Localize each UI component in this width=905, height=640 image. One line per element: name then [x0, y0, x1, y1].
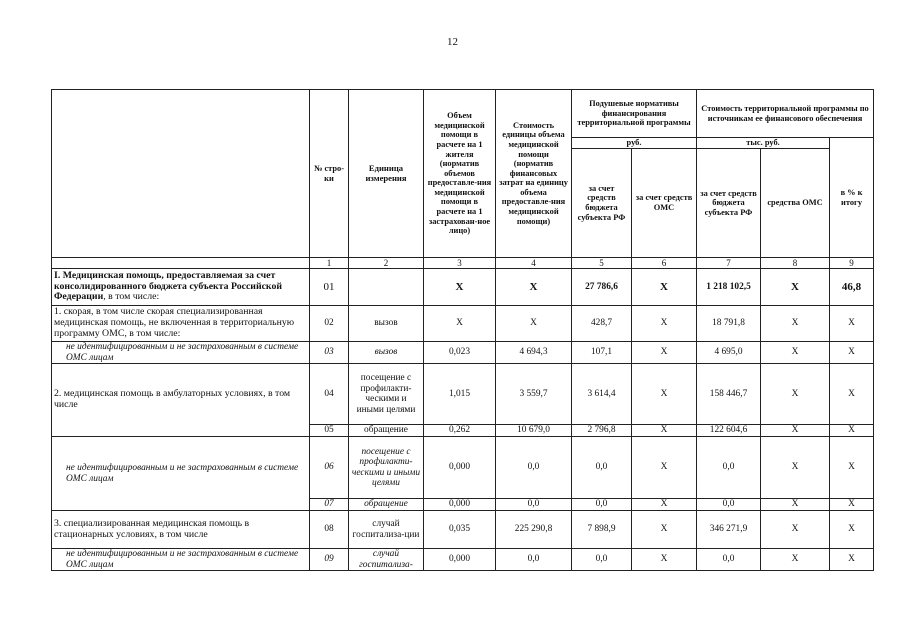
cell-cost-oms: X	[761, 437, 830, 499]
cell-per-capita-budget: 428,7	[572, 306, 632, 342]
cell-unit-cost: 225 290,8	[496, 511, 572, 549]
cell-unit-cost: 4 694,3	[496, 342, 572, 364]
row-title: 2. медицинская помощь в амбулаторных условиях, в том числе	[52, 364, 310, 437]
header-blank-cell	[52, 90, 310, 258]
cell-cost-oms: X	[761, 342, 830, 364]
cell-cost-budget: 4 695,0	[697, 342, 761, 364]
row-unit: случай госпитализа-ции	[349, 511, 424, 549]
cell-percent: X	[830, 549, 874, 571]
row-title: 3. специализированная медицинская помощь в стационарных условиях, в том числе	[52, 511, 310, 549]
cell-percent: 46,8	[830, 269, 874, 306]
cell-percent: X	[830, 364, 874, 425]
cell-unit-cost: 0,0	[496, 499, 572, 511]
cell-per-capita-budget: 107,1	[572, 342, 632, 364]
cell-per-capita-budget: 2 796,8	[572, 425, 632, 437]
row-number: 04	[310, 364, 349, 425]
row-number: 06	[310, 437, 349, 499]
column-number: 5	[572, 258, 632, 269]
row-title: не идентифицированным и не застрахованным в системе ОМС лицам	[52, 437, 310, 511]
cell-per-capita-oms: X	[632, 549, 697, 571]
row-unit: обращение	[349, 425, 424, 437]
cell-volume: 1,015	[424, 364, 496, 425]
row-title: 1. скорая, в том числе скорая специализированная медицинская помощь, не включенная в территориальную программу ОМС, в том числе:	[52, 306, 310, 342]
column-number: 3	[424, 258, 496, 269]
cell-cost-budget: 18 791,8	[697, 306, 761, 342]
cell-cost-oms: X	[761, 269, 830, 306]
header-unit-rub: руб.	[572, 138, 697, 149]
row-unit: посещение с профилакти-ческими и иными целями	[349, 437, 424, 499]
column-number: 9	[830, 258, 874, 269]
cell-per-capita-budget: 0,0	[572, 499, 632, 511]
cell-cost-budget: 346 271,9	[697, 511, 761, 549]
cell-cost-oms: X	[761, 549, 830, 571]
row-number: 02	[310, 306, 349, 342]
row-title-rest: , в том числе:	[103, 291, 160, 303]
cell-volume: 0,023	[424, 342, 496, 364]
column-number: 8	[761, 258, 830, 269]
row-unit: посещение с профилакти-ческими и иными целями	[349, 364, 424, 425]
row-unit	[349, 269, 424, 306]
header-per-capita-oms: за счет средств ОМС	[632, 149, 697, 258]
column-number: 6	[632, 258, 697, 269]
cell-percent: X	[830, 425, 874, 437]
cell-volume: 0,000	[424, 499, 496, 511]
cell-per-capita-budget: 3 614,4	[572, 364, 632, 425]
row-title	[52, 269, 310, 306]
cell-per-capita-oms: X	[632, 511, 697, 549]
cell-unit-cost: 0,0	[496, 437, 572, 499]
row-number: 08	[310, 511, 349, 549]
row-unit: вызов	[349, 342, 424, 364]
header-per-capita-budget: за счет средств бюджета субъекта РФ	[572, 149, 632, 258]
row-title: не идентифицированным и не застрахованным в системе ОМС лицам	[52, 549, 310, 571]
header-unit-thousand-rub: тыс. руб.	[697, 138, 830, 149]
table-row	[52, 364, 874, 425]
cell-cost-budget: 0,0	[697, 437, 761, 499]
cell-unit-cost: 10 679,0	[496, 425, 572, 437]
cell-volume: 0,262	[424, 425, 496, 437]
row-number: 09	[310, 549, 349, 571]
cell-per-capita-budget: 0,0	[572, 549, 632, 571]
cell-per-capita-budget: 0,0	[572, 437, 632, 499]
cell-per-capita-oms: X	[632, 364, 697, 425]
cell-per-capita-oms: X	[632, 437, 697, 499]
cell-unit-cost: X	[496, 306, 572, 342]
cell-unit-cost: 0,0	[496, 549, 572, 571]
cell-cost-budget: 0,0	[697, 499, 761, 511]
cell-per-capita-oms: X	[632, 306, 697, 342]
cell-volume: 0,000	[424, 437, 496, 499]
header-row-number: № стро-ки	[310, 90, 349, 258]
header-volume: Объем медицинской помощи в расчете на 1 жителя (норматив объемов предоставле-ния медицинской помощи в расчете на 1 застрахован-ное лицо)	[424, 90, 496, 258]
header-cost-group: Стоимость территориальной программы по источникам ее финансового обеспечения	[697, 90, 874, 138]
row-unit: вызов	[349, 306, 424, 342]
page-number: 12	[447, 36, 458, 48]
cell-cost-oms: X	[761, 364, 830, 425]
cell-unit-cost: 3 559,7	[496, 364, 572, 425]
cell-percent: X	[830, 437, 874, 499]
cell-per-capita-oms: X	[632, 342, 697, 364]
cell-volume: 0,035	[424, 511, 496, 549]
column-number: 2	[349, 258, 424, 269]
cell-cost-oms: X	[761, 499, 830, 511]
row-number: 05	[310, 425, 349, 437]
row-title: не идентифицированным и не застрахованным в системе ОМС лицам	[52, 342, 310, 364]
header-row-1	[52, 90, 874, 138]
cell-cost-oms: X	[761, 511, 830, 549]
cell-per-capita-oms: X	[632, 269, 697, 306]
column-number: 1	[310, 258, 349, 269]
header-cost-oms: средства ОМС	[761, 149, 830, 258]
cell-cost-oms: X	[761, 306, 830, 342]
row-number: 03	[310, 342, 349, 364]
cell-cost-budget: 1 218 102,5	[697, 269, 761, 306]
cell-per-capita-oms: X	[632, 425, 697, 437]
cell-cost-budget: 0,0	[697, 549, 761, 571]
table-row	[52, 437, 874, 499]
cell-cost-oms: X	[761, 425, 830, 437]
cell-per-capita-oms: X	[632, 499, 697, 511]
budget-table	[51, 89, 874, 571]
cell-volume: 0,000	[424, 549, 496, 571]
cell-cost-budget: 158 446,7	[697, 364, 761, 425]
cell-per-capita-budget: 7 898,9	[572, 511, 632, 549]
table-row	[52, 549, 874, 571]
header-percent: в % к итогу	[830, 138, 874, 258]
row-title-bold: I. Медицинская помощь, предоставляемая за счет консолидированного бюджета субъекта Российской Федерации	[54, 269, 282, 303]
cell-percent: X	[830, 342, 874, 364]
cell-percent: X	[830, 499, 874, 511]
table-row	[52, 269, 874, 306]
cell-percent: X	[830, 511, 874, 549]
header-per-capita-group: Подушевые нормативы финансирования территориальной программы	[572, 90, 697, 138]
row-unit: случай госпитализа-	[349, 549, 424, 571]
header-unit-cost: Стоимость единицы объема медицинской помощи (норматив финансовых затрат на единицу объема предоставле-ния медицинской помощи)	[496, 90, 572, 258]
table-row	[52, 342, 874, 364]
cell-per-capita-budget: 27 786,6	[572, 269, 632, 306]
cell-cost-budget: 122 604,6	[697, 425, 761, 437]
cell-percent: X	[830, 306, 874, 342]
cell-volume: X	[424, 306, 496, 342]
column-number-blank	[52, 258, 310, 269]
header-cost-budget: за счет средств бюджета субъекта РФ	[697, 149, 761, 258]
table-row	[52, 306, 874, 342]
header-unit: Единица измерения	[349, 90, 424, 258]
row-number: 07	[310, 499, 349, 511]
column-number: 7	[697, 258, 761, 269]
column-numbers-row	[52, 258, 874, 269]
row-number: 01	[310, 269, 349, 306]
cell-unit-cost: X	[496, 269, 572, 306]
table-row	[52, 511, 874, 549]
column-number: 4	[496, 258, 572, 269]
row-unit: обращение	[349, 499, 424, 511]
cell-volume: X	[424, 269, 496, 306]
